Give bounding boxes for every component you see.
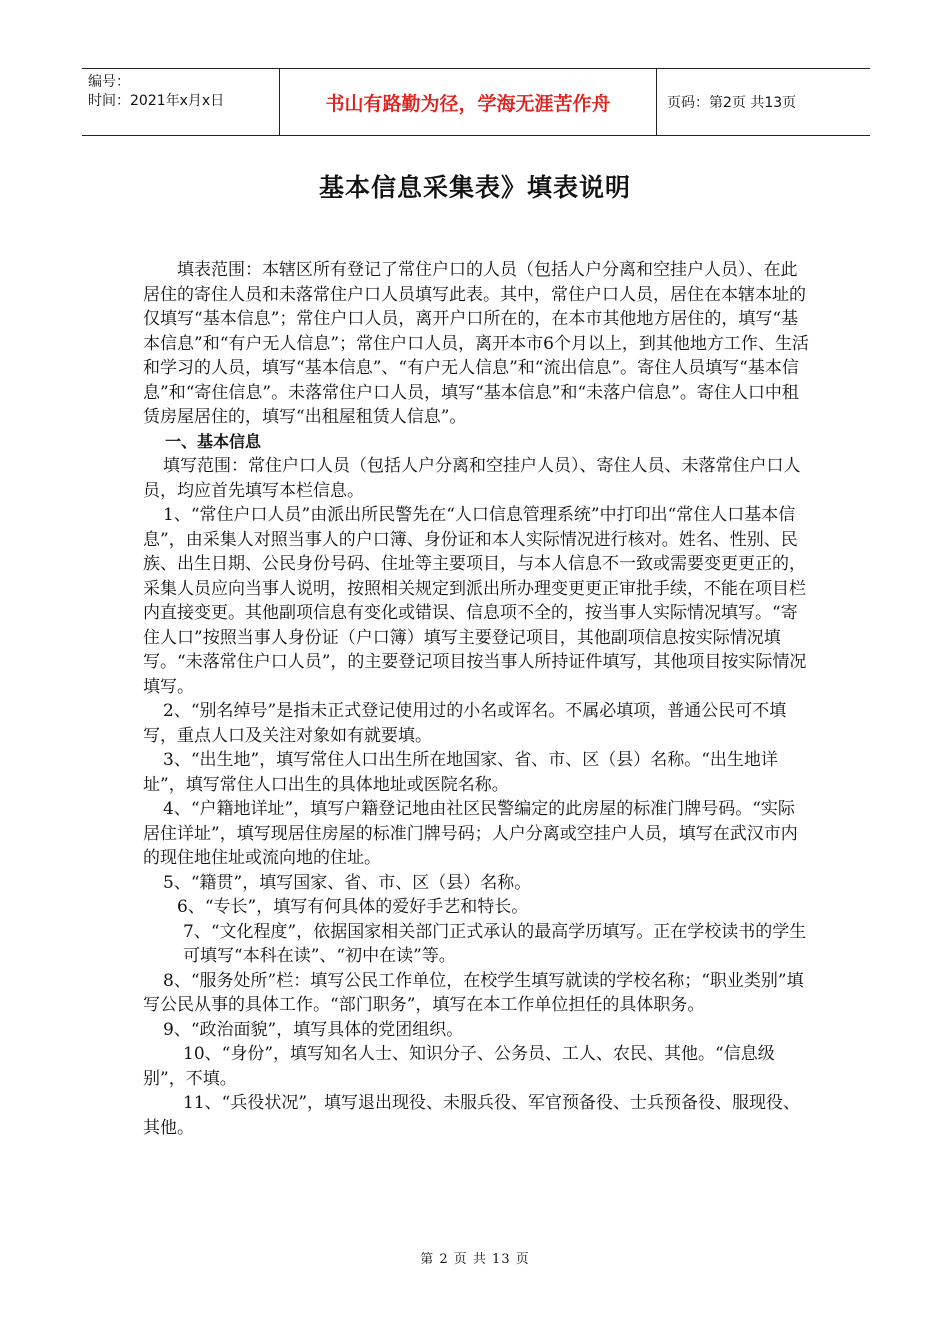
paragraph-item-9: 9、“政治面貌”，填写具体的党团组织。 (163, 1019, 464, 1040)
document-number: 编号： (88, 74, 130, 90)
header-meta (82, 69, 280, 135)
paragraph-fill-scope: 填写范围：常住户口人员（包括人户分离和空挂户人员）、寄住人员、未落常住户口人员，均应首先填写本栏信息。 (143, 456, 801, 501)
header-table (82, 68, 870, 136)
section-heading: 一、基本信息 (165, 431, 262, 451)
document-date: 时间：2021年x月x日 (88, 93, 225, 109)
paragraph-item-8: 8、“服务处所”栏：填写公民工作单位，在校学生填写就读的学校名称；“职业类别”填写公民从事的具体工作。“部门职务”，填写在本工作单位担任的具体职务。 (143, 970, 804, 1015)
paragraph-item-10: 10、“身份”，填写知名人士、知识分子、公务员、工人、农民、其他。“信息级别”，不填。 (143, 1044, 775, 1089)
page-title: 基本信息采集表》填表说明 (318, 173, 631, 202)
paragraph-item-6: 6、“专长”，填写有何具体的爱好手艺和特长。 (177, 897, 529, 917)
document-body (143, 258, 811, 1140)
motto: 书山有路勤为径，学海无涯苦作舟 (280, 69, 657, 135)
paragraph-item-11: 11、“兵役状况”，填写退出现役、未服兵役、军官预备役、士兵预备役、服现役、其他。 (143, 1093, 801, 1138)
paragraph-item-1: 1、“常住户口人员”由派出所民警先在“人口信息管理系统”中打印出“常住人口基本信息”，由采集人对照当事人的户口簿、身份证和本人实际情况进行核对。姓名、性别、民族、出生日期、公民身份号码、住址等主要项目，与本人信息不一致或需要变更更正的，采集人员应向当事人说明，按照相关规定到派出所办理变更更正审批手续，不能在项目栏内直接变更。其他副项信息有变化或错误、信息项不全的，按当事人实际情况填写。“寄住人口”按照当事人身份证（户口簿）填写主要登记项目，其他副项信息按实际情况填写。“未落常住户口人员”，的主要登记项目按当事人所持证件填写，其他项目按实际情况填写。 (143, 505, 807, 697)
paragraph-item-2: 2、“别名绰号”是指未正式登记使用过的小名或诨名。不属必填项，普通公民可不填写，重点人口及关注对象如有就要填。 (143, 701, 787, 746)
page-footer: 第 2 页 共 13 页 (420, 1252, 530, 1267)
paragraph-item-3: 3、“出生地”，填写常住人口出生所在地国家、省、市、区（县）名称。“出生地详址”，填写常住人口出生的具体地址或医院名称。 (143, 750, 778, 795)
page-indicator: 页码：第2页 共13页 (667, 95, 797, 111)
paragraph-item-7: 7、“文化程度”，依据国家相关部门正式承认的最高学历填写。正在学校读书的学生可填写“本科在读”、“初中在读”等。 (183, 921, 807, 966)
paragraph-scope: 填表范围：本辖区所有登记了常住户口的人员（包括人户分离和空挂户人员）、在此居住的寄住人员和未落常住户口人员填写此表。其中，常住户口人员，居住在本辖本址的仅填写“基本信息”；常住户口人员，离开户口所在的，在本市其他地方居住的，填写“基本信息”和“有户无人信息”；常住户口人员，离开本市6个月以上，到其他地方工作、生活和学习的人员，填写“基本信息”、“有户无人信息”和“流出信息”。寄住人员填写“基本信息”和“寄住信息”。未落常住户口人员，填写“基本信息”和“未落户信息”。寄住人口中租赁房屋居住的，填写“出租屋租赁人信息”。 (143, 260, 809, 427)
paragraph-item-5: 5、“籍贯”，填写国家、省、市、区（县）名称。 (163, 872, 532, 893)
paragraph-item-4: 4、“户籍地详址”，填写户籍登记地由社区民警编定的此房屋的标准门牌号码。“实际居住详址”，填写现居住房屋的标准门牌号码；人户分离或空挂户人员，填写在武汉市内的现住地住址或流向地的住址。 (143, 799, 798, 868)
